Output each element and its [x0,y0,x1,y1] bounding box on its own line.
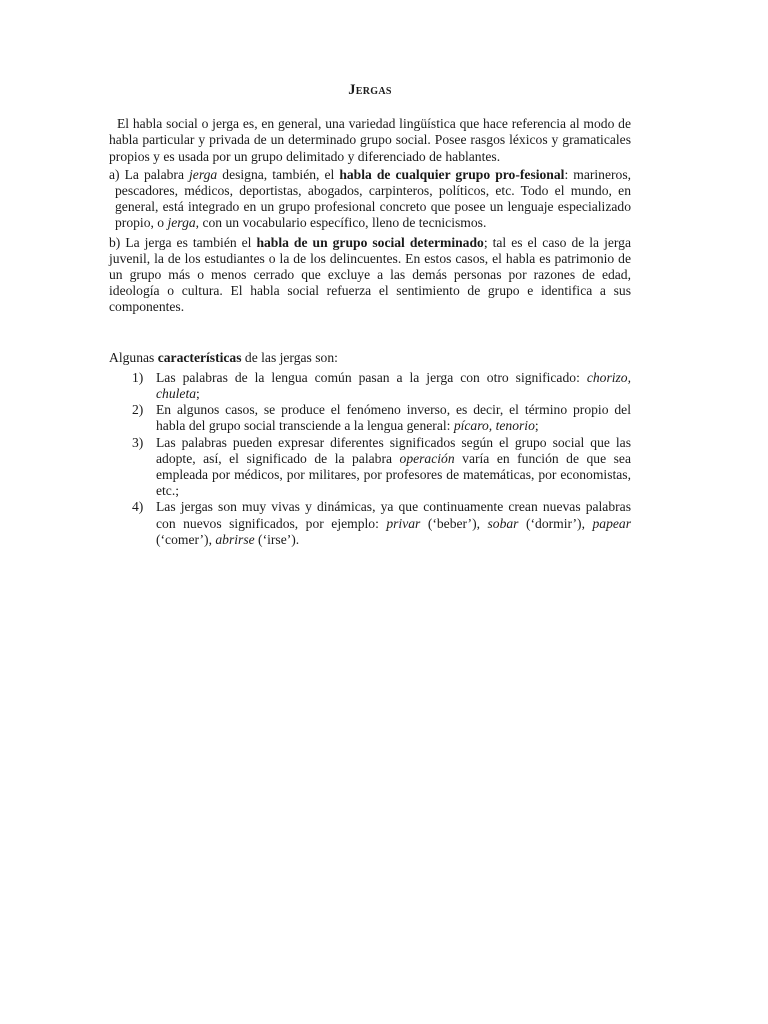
item-a-mid2: : marineros, pescadores, médicos, deportistas, abogados, carpinteros, políticos, etc. Todo el mundo, en general, está integrado en un grupo profesional concreto que posee un lenguaje especializado propio, o [115,166,632,231]
item-a-prefix: a) La palabra [109,166,190,182]
list-item [109,370,631,402]
list-italic: papear [592,515,631,531]
list-italic: abrirse [215,531,255,547]
list-item [109,499,631,548]
list-text: Las jergas son muy vivas y dinámicas, ya que continuamente crean nuevas palabras con nuevos significados, por ejemplo: [156,499,631,531]
list-gloss: (‘dormir’), [518,515,593,531]
item-a-end: con un vocabulario específico, lleno de tecnicismos. [199,215,487,231]
list-italic: operación [399,450,455,466]
item-a-bold: habla de cualquier grupo pro-fesional [339,166,565,182]
list-text: Las palabras de la lengua común pasan a la jerga con otro significado: [156,369,587,385]
list-number: 1) [132,369,144,385]
item-b-prefix: b) La jerga es también el [109,234,257,250]
characteristics-lead [109,350,631,366]
item-a-term2: jerga, [167,215,200,231]
list-number: 4) [132,499,144,515]
characteristics-list [109,370,631,548]
list-end: ; [196,386,200,402]
list-italic: pícaro, tenorio [453,418,535,434]
item-a-paragraph [109,167,631,232]
lead-bold: características [157,349,242,365]
page-title: Jergas [348,82,392,98]
list-number: 2) [132,402,144,418]
list-item [109,435,631,500]
list-item [109,402,631,434]
list-end: varía en función de que sea empleada por médicos, por militares, por profesores de matemáticas, por economistas, etc.; [156,450,631,499]
list-italic: sobar [487,515,519,531]
intro-paragraph: El habla social o jerga es, en general, una variedad lingüística que hace referencia al modo de habla particular y privada de un determinado grupo social. Posee rasgos léxicos y gramaticales propios y es usada por un grupo delimitado y diferenciado de hablantes. [109,116,631,164]
list-italic: privar [386,515,421,531]
lead-prefix: Algunas [109,349,158,365]
item-a-term: jerga [189,166,218,182]
list-text: Las palabras pueden expresar diferentes significados según el grupo social que las adopte, así, el significado de la palabra [156,434,631,466]
list-italic: chorizo, chuleta [156,369,631,402]
item-b-end: ; tal es el caso de la jerga juvenil, la de los estudiantes o la de los delincuentes. En estos casos, el habla es patrimonio de un grupo más o menos cerrado que excluye a las demás personas por razones de edad, ideología o cultura. El habla social refuerza el sentimiento de grupo e identifica a sus componentes. [109,234,631,315]
list-end: ; [534,418,539,434]
item-b-bold: habla de un grupo social determinado [256,234,484,250]
item-a-mid1: designa, también, el [217,166,340,182]
list-gloss: (‘beber’), [420,515,488,531]
list-gloss: (‘irse’). [254,531,300,547]
list-gloss: (‘comer’), [156,531,216,547]
item-b-paragraph [109,235,631,316]
list-text: En algunos casos, se produce el fenómeno inverso, es decir, el término propio del habla del grupo social transciende a la lengua general: [156,402,631,434]
list-number: 3) [132,434,144,450]
document-page [109,82,631,548]
lead-end: de las jergas son: [241,349,338,365]
